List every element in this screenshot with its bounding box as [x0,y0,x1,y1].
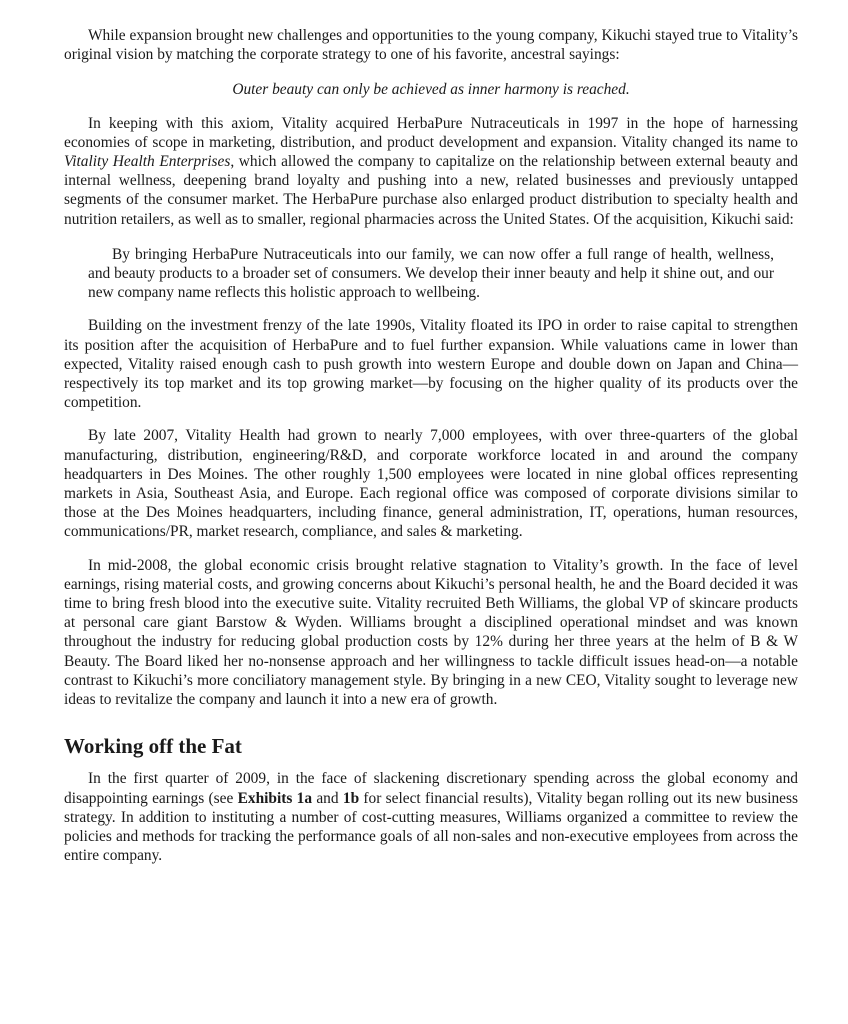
epigraph-saying: Outer beauty can only be achieved as inner harmony is reached. [232,81,630,99]
paragraph-acquisition-text-b: , which allowed the company to capitalize on the relationship between external beauty and internal wellness, deepening brand loyalty and pushing into a new, related businesses and previously untapped segments of the consumer market. The HerbaPure purchase also enlarged product distribution to specialty health and nutrition retailers, as well as to smaller, regional pharmacies across the United States. Of the acquisition, Kikuchi said: [64,153,798,228]
exhibit-ref-1a: Exhibits 1a [237,789,313,807]
paragraph-strategy-and: and [312,789,343,807]
paragraph-crisis: In mid-2008, the global economic crisis brought relative stagnation to Vitality’s growth. In the face of level earnings, rising material costs, and growing concerns about Kikuchi’s personal health, he and the Board decided it was time to bring fresh blood into the executive suite. Vitality recruited Beth Williams, the global VP of skincare products at personal care giant Barstow & Wyden. Williams brought a disciplined operational mindset and was known throughout the industry for reducing global production costs by 12% during her three years at the helm of B & W Beauty. The Board liked her no-nonsense approach and her willingness to tackle difficult issues head-on—a notable contrast to Kikuchi’s more conciliatory management style. By bringing in a new CEO, Vitality sought to leverage new ideas to revitalize the company and launch it into a new era of growth. [64,556,798,709]
paragraph-strategy [64,769,798,865]
paragraph-strategy-text-b: for select financial results), Vitality began rolling out its new business strategy. In addition to instituting a number of cost-cutting measures, Williams organized a committee to review the policies and methods for tracking the performance goals of all non-sales and non-executive employees from across the entire company. [64,789,798,865]
paragraph-employees: By late 2007, Vitality Health had grown to nearly 7,000 employees, with over three-quarters of the global manufacturing, distribution, engineering/R&D, and corporate workforce located in and around the company headquarters in Des Moines. The other roughly 1,500 employees were located in nine global offices representing markets in Asia, Southeast Asia, and Europe. Each regional office was composed of corporate divisions similar to those at the Des Moines headquarters, including finance, general administration, IT, operations, human resources, communications/PR, market research, compliance, and sales & marketing. [64,427,798,541]
paragraph-acquisition [64,114,798,229]
paragraph-expansion: While expansion brought new challenges and opportunities to the young company, Kikuchi stayed true to Vitality’s original vision by matching the corporate strategy to one of his favorite, ancestral sayings: [64,27,798,64]
kikuchi-quote: By bringing HerbaPure Nutraceuticals into our family, we can now offer a full range of health, wellness, and beauty products to a broader set of consumers. We develop their inner beauty and help it shine out, and our new company name reflects this holistic approach to wellbeing. [88,245,774,302]
company-name-italic: Vitality Health Enterprises [64,153,231,171]
section-heading: Working off the Fat [64,734,242,759]
paragraph-ipo: Building on the investment frenzy of the late 1990s, Vitality floated its IPO in order to raise capital to strengthen its position after the acquisition of HerbaPure and to fuel further expansion. While valuations came in lower than expected, Vitality raised enough cash to push growth into western Europe and double down on Japan and China—respectively its top market and its top growing market—by focusing on the higher quality of its products over the competition. [64,317,798,412]
paragraph-acquisition-text-a: In keeping with this axiom, Vitality acquired HerbaPure Nutraceuticals in 1997 in the hope of harnessing economies of scope in marketing, distribution, and product development and expansion. Vitality changed its name to [64,114,798,151]
paragraph-strategy-text-a: In the first quarter of 2009, in the face of slackening discretionary spending across the global economy and disappointing earnings (see [64,770,798,807]
exhibit-ref-1b: 1b [342,789,360,807]
